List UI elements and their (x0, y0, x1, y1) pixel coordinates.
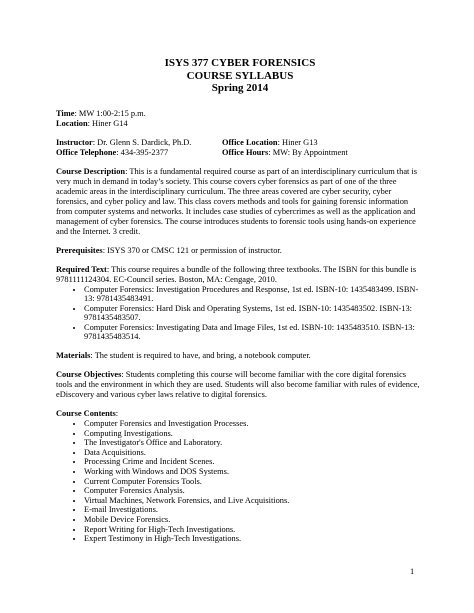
course-contents-label: Course Contents (56, 409, 116, 419)
office-telephone-label: Office Telephone (56, 147, 117, 157)
instructor-cell (56, 138, 222, 148)
course-objectives-label: Course Objectives (56, 370, 122, 380)
term: Spring 2014 (211, 82, 269, 94)
office-hours-label: Office Hours (222, 147, 269, 157)
prerequisites-text: : ISYS 370 or CMSC 121 or permission of instructor. (102, 245, 282, 255)
office-telephone-value: : 434-395-2377 (116, 147, 169, 157)
list-item: • Current Computer Forensics Tools. (84, 477, 424, 487)
instructor-label: Instructor (56, 137, 93, 147)
textbook-item: • Computer Forensics: Investigating Data and Image Files, 1st ed. ISBN-10: 1435483510. ISBN-13: 9781435483514. (84, 323, 424, 342)
instructor-value: : Dr. Glenn S. Dardick, Ph.D. (92, 137, 192, 147)
office-location-label: Office Location (222, 137, 278, 147)
course-objectives (56, 370, 424, 400)
textbook-list (56, 285, 424, 343)
course-title: ISYS 377 CYBER FORENSICS (164, 57, 316, 69)
list-item: • E-mail Investigations. (84, 505, 424, 515)
office-hours-value: : MW: By Appointment (268, 147, 348, 157)
location-line (56, 119, 424, 129)
course-description-text: : This is a fundamental required course as part of an interdisciplinary curriculum that is very much in demand in today’s society. This course covers cyber forensics as part of one of the three academic areas in the interdisciplinary curriculum. The three areas covered are cyber security, cyber forensics, and cyber policy and law. This class covers methods and tools for gaining forensic information from computer systems and networks. It includes case studies of cybercrimes as well as the application and management of cyber forensics. The course introduces students to forensic tools using hands-on experience and the Internet. 3 credit. (56, 166, 418, 236)
office-hours-cell (222, 148, 348, 158)
office-telephone-cell (56, 148, 222, 158)
list-item: • Computing Investigations. (84, 429, 424, 439)
required-text (56, 265, 424, 285)
required-text-text: : This course requires a bundle of the following three textbooks. The ISBN for this bundle is 9781111124304. EC-Council series. Boston, MA: Cengage, 2010. (56, 264, 417, 284)
course-objectives-text: : Students completing this course will become familiar with the core digital forensics tools and the environment in which they are used. Students will also become familiar with rules of evidence, eDiscovery and various cyber laws relative to digital forensics. (56, 370, 420, 400)
list-item: • Working with Windows and DOS Systems. (84, 467, 424, 477)
list-item: • Computer Forensics Analysis. (84, 486, 424, 496)
location-label: Location (56, 118, 88, 128)
list-item: • Computer Forensics and Investigation Processes. (84, 419, 424, 429)
time-value: : MW 1:00-2:15 p.m. (74, 108, 146, 118)
office-location-value: : Hiner G13 (277, 137, 318, 147)
textbook-item: • Computer Forensics: Hard Disk and Operating Systems, 1st ed. ISBN-10: 1435483502. ISBN-13: 9781435483507. (84, 304, 424, 323)
document-title (56, 57, 424, 95)
list-item: • Report Writing for High-Tech Investigations. (84, 525, 424, 535)
required-text-label: Required Text (56, 264, 107, 274)
page-number: 1 (410, 567, 415, 576)
materials (56, 351, 424, 361)
time-label: Time (56, 108, 75, 118)
location-value: : Hiner G14 (87, 118, 128, 128)
course-contents-list (56, 419, 424, 544)
list-item: • Processing Crime and Incident Scenes. (84, 457, 424, 467)
office-location-cell (222, 138, 318, 148)
list-item: • Data Acquisitions. (84, 448, 424, 458)
materials-label: Materials (56, 351, 91, 361)
course-contents-heading (56, 409, 424, 419)
prerequisites-label: Prerequisites (56, 245, 103, 255)
instructor-row (56, 138, 424, 148)
course-description (56, 167, 424, 237)
prerequisites (56, 246, 424, 256)
materials-text: : The student is required to have, and bring, a notebook computer. (90, 351, 311, 361)
document-type: COURSE SYLLABUS (186, 69, 294, 82)
course-contents-colon: : (115, 409, 119, 419)
instructor-block (56, 138, 424, 158)
telephone-row (56, 148, 424, 158)
list-item: • Virtual Machines, Network Forensics, and Live Acquisitions. (84, 496, 424, 506)
list-item: • Expert Testimony in High-Tech Investigations. (84, 534, 424, 544)
list-item: • Mobile Device Forensics. (84, 515, 424, 525)
course-description-label: Course Description (56, 166, 126, 176)
time-line (56, 109, 424, 119)
list-item: • The Investigator's Office and Laboratory. (84, 438, 424, 448)
textbook-item: • Computer Forensics: Investigation Procedures and Response, 1st ed. ISBN-10: 1435483499. ISBN-13: 9781435483491. (84, 285, 424, 304)
